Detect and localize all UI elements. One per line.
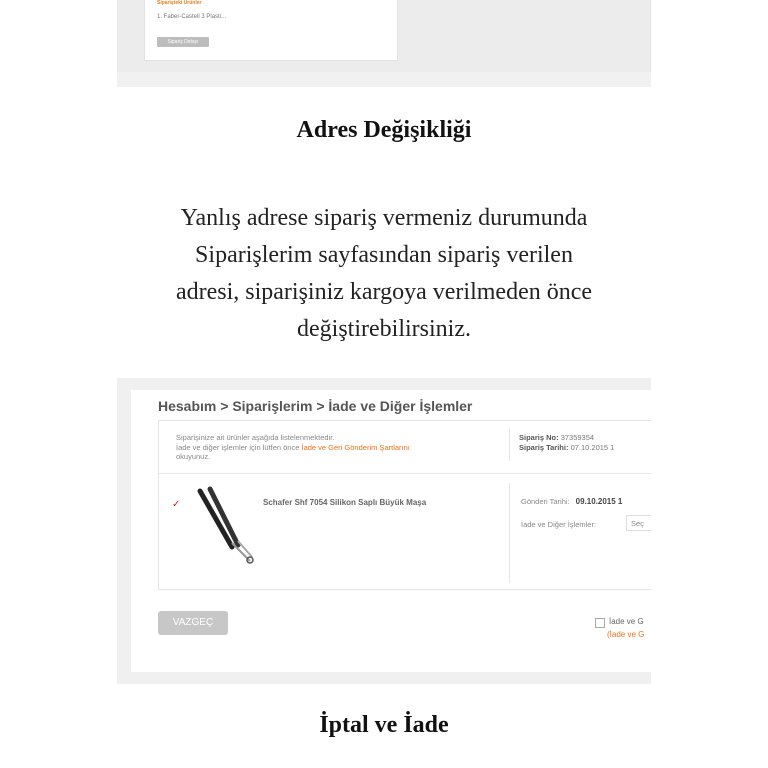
order-meta (519, 433, 614, 453)
info-line: Siparişinize ait ürünler aşağıda listelenmektedir. (176, 433, 335, 442)
order-date: 07.10.2015 1 (570, 443, 615, 452)
tongs-product-image (192, 485, 256, 565)
order-date-row (519, 443, 614, 453)
returns-screenshot (117, 378, 651, 684)
products-header: Siparişteki Ürünler (157, 0, 202, 6)
order-info-text (176, 433, 516, 462)
info-line-prefix: İade ve diğer işlemler için lütfen önce (176, 442, 302, 452)
top-screenshot (117, 0, 651, 87)
order-number: 37359354 (560, 433, 595, 442)
section-title-cancel-return: İptal ve İade (319, 712, 449, 738)
divider (650, 0, 651, 72)
divider (159, 473, 651, 474)
order-card (144, 0, 398, 61)
product-name[interactable]: Schafer Shf 7054 Silikon Saplı Büyük Maşa (263, 498, 427, 507)
operations-select[interactable]: Seç (626, 515, 651, 531)
text-line: Siparişlerim sayfasından sipariş verilen (195, 242, 573, 268)
info-line: okuyunuz. (176, 452, 211, 461)
product-item: 1. Faber-Castell 3 Plasti... (157, 14, 227, 20)
divider (509, 483, 510, 583)
text-line: adresi, siparişiniz kargoya verilmeden önce (175, 279, 593, 305)
return-terms-link[interactable]: İade ve Geri Gönderim Şartlarını (301, 442, 410, 452)
divider (509, 429, 510, 461)
breadcrumb: Hesabım > Siparişlerim > İade ve Diğer İşlemler (158, 398, 473, 414)
info-line (176, 443, 516, 453)
order-detail-button[interactable]: Sipariş Detayı (157, 37, 209, 47)
address-change-text (104, 200, 664, 348)
terms-checkbox[interactable] (595, 618, 605, 628)
terms-checkbox-label: İade ve G (609, 617, 644, 626)
cancel-button[interactable]: VAZGEÇ (158, 611, 228, 635)
ship-date-row (521, 497, 622, 506)
terms-link[interactable]: (İade ve G (607, 630, 645, 639)
section-title-address-change: Adres Değişikliği (296, 117, 472, 143)
ship-date-label: Gönderi Tarihi: (521, 497, 570, 506)
checkmark-icon[interactable]: ✓ (172, 499, 181, 510)
order-date-label: Sipariş Tarihi: (519, 443, 569, 452)
ship-date: 09.10.2015 1 (575, 497, 623, 506)
returns-panel (131, 390, 651, 672)
operations-label: İade ve Diğer İşlemler: (521, 520, 597, 529)
text-line: değiştirebilirsiniz. (297, 316, 471, 342)
top-screenshot-background (117, 0, 651, 72)
text-line: Yanlış adrese sipariş vermeniz durumunda (180, 205, 588, 231)
order-box (158, 420, 651, 590)
order-number-label: Sipariş No: (519, 433, 559, 442)
order-number-row (519, 433, 614, 443)
